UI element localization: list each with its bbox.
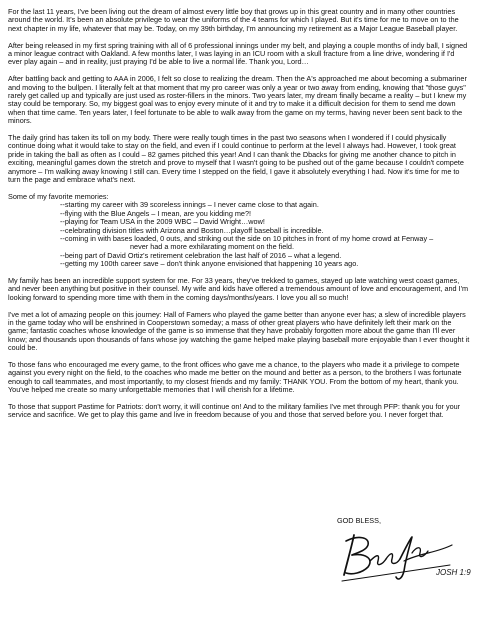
memory-text-continued: never had a more exhilarating moment on the field.: [130, 242, 294, 252]
paragraph-thanks: To those fans who encouraged me every game, to the front offices who gave me a chance, to the players who made it a privilege to compete against you every night on the field, to the coaches who made me better on the mound and better as a person, to the brothers I was fortunate enough to call teammates, and most importantly, to my closest friends and my family: THANK YOU. From the bottom of my heart, thank you. You've helped me create so many unforgettable memories that I will cherish for a lifetime.: [8, 359, 462, 395]
memory-text: --celebrating division titles with Arizona and Boston…playoff baseball is incredible.: [60, 225, 324, 235]
memory-text: --being part of David Ortiz's retirement celebration the last half of 2016 – what a legend.: [60, 250, 342, 260]
list-item: [60, 260, 470, 268]
signature-verse: JOSH 1:9: [436, 568, 471, 577]
paragraph-pastime-for-patriots: To those that support Pastime for Patriots: don't worry, it will continue on! And to the military families I've met through PFP: thank you for your service and sacrifice. We get to play this game and live in freedom because of you and those that served before you. I never forget that.: [8, 401, 461, 420]
memory-text: --playing for Team USA in the 2009 WBC – David Wright…wow!: [60, 217, 265, 227]
paragraph-bullpen: After battling back and getting to AAA in 2006, I felt so close to realizing the dream. Then the A's approached me about becoming a submariner and moving to the bullpen. I literally felt at that moment that my pro career was only a year or two away from ending, knowing that "those guys" rarely get called up and typically are just used as roster-fillers in the minors. Two years later, my dream finally became a reality – but I knew my stay could be temporary. So, my biggest goal was to enjoy every minute of it and try to make it a difficult decision for them to send me down when that time came. Ten years later, I feel fortunate to be able to walk away from the game on my terms, having never been sent back to the minors.: [8, 74, 467, 126]
paragraph-family: My family has been an incredible support system for me. For 33 years, they've trekked to games, stayed up late watching west coast games, and never been anything but positive in their counsel. My wife and kids have offered a tremendous amount of love and encouragement, and I'm looking forward to spending more time with them in the coming days/months/years. I love you all so much!: [8, 275, 469, 302]
signature: [340, 531, 472, 583]
memory-text: --flying with the Blue Angels – I mean, are you kidding me?!: [60, 208, 252, 218]
memories-heading: Some of my favorite memories:: [8, 191, 109, 201]
paragraph-early-career: After being released in my first spring training with all of 6 professional innings under my belt, and playing a couple months of indy ball, I signed a minor league contract with Oakland. A few months later, I was laying in an ICU room with a skull fracture from a line drive, wondering if I'd ever play again – and in reality, just praying I'd be able to live a normal life. Thank you, Lord…: [8, 40, 468, 67]
memory-text: --starting my career with 39 scoreless innings – I never came close to that again.: [60, 200, 319, 210]
memories-list: [8, 201, 470, 268]
paragraph-people-met: I've met a lot of amazing people on this journey: Hall of Famers who played the game better than anyone ever has; a slew of incredible players in the game today who will be enshrined in Cooperstown someday; a mass of other great players who have definitely left their mark on the game; fantastic coaches whose knowledge of the game is so immense that they have probably forgotten more about the game than I'll ever know; and thousands upon thousands of fans whose joy watching the game helped make playing baseball more enjoyable than I ever thought it could be.: [8, 309, 470, 353]
list-item: [60, 235, 470, 252]
paragraph-daily-grind: The daily grind has taken its toll on my body. There were really tough times in the past two seasons when I wondered if I could physically continue doing what it would take to stay on the field, and even if I could continue to perform at the level I always had. However, I took great pride in taking the ball as often as I could – 82 games pitched this year! And I can thank the Dbacks for giving me another chance to pitch in exciting, meaningful games down the stretch and prove to myself that I wasn't going to be pushed out of the game because I couldn't compete anymore – I'm walking away knowing I still can. Every time I stepped on the field, I gave it absolutely everything I had. Now it's time for me to turn the page and embrace what's next.: [8, 133, 464, 185]
paragraph-intro: For the last 11 years, I've been living out the dream of almost every little boy that grows up in this great country and in many other countries around the world. It's been an absolute privilege to wear the uniforms of the 4 teams for which I played. But it's time for me to move on to the next chapter in my life, whatever that may be. Today, on my 39th birthday, I'm announcing my retirement as a Major League Baseball player.: [8, 7, 459, 33]
memory-text: --getting my 100th career save – don't think anyone envisioned that happening 10 years ago.: [60, 259, 359, 269]
closing-line: GOD BLESS,: [337, 516, 382, 525]
memory-text: --coming in with bases loaded, 0 outs, and striking out the side on 10 pitches in front of my home crowd at Fenway –: [60, 233, 434, 243]
letter-body: [8, 8, 470, 428]
